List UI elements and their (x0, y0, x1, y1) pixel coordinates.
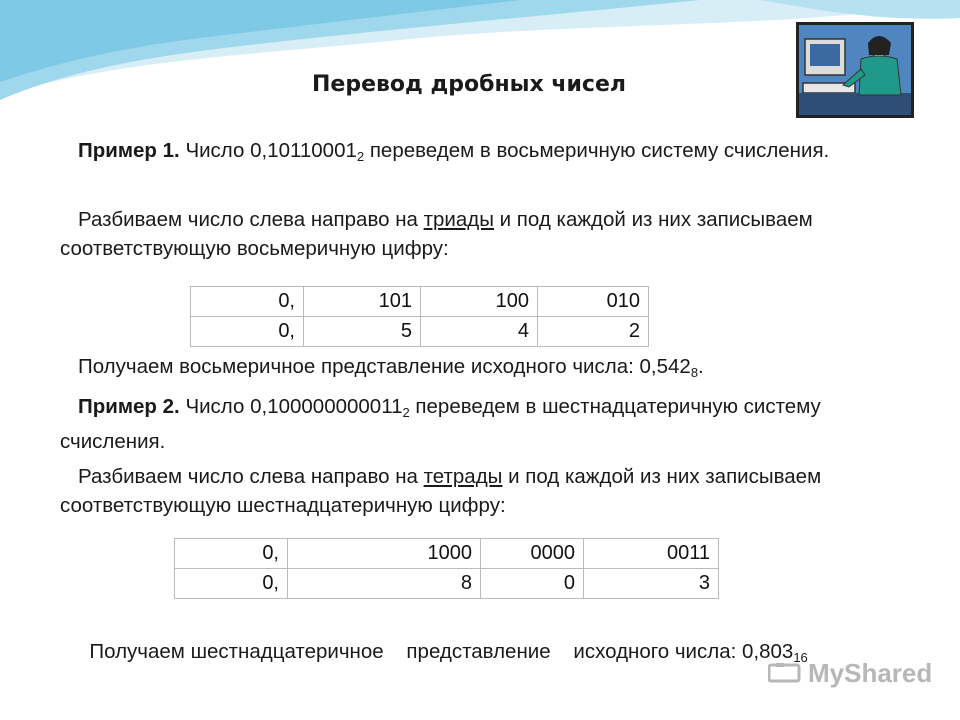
table-cell: 8 (288, 569, 481, 599)
table-cell: 0000 (481, 539, 584, 569)
table-cell: 1000 (288, 539, 481, 569)
example1-result-end: . (698, 355, 704, 378)
myshared-watermark (768, 658, 932, 689)
table-cell: 0 (481, 569, 584, 599)
table-cell: 0, (175, 539, 288, 569)
table-row (191, 287, 649, 317)
example1-table (190, 286, 649, 347)
example2-base-subscript: 2 (402, 405, 410, 420)
table-row (175, 569, 719, 599)
example2-result-subscript: 16 (793, 650, 808, 665)
person-at-computer-icon (796, 22, 914, 118)
example1-label: Пример 1. (78, 139, 180, 162)
example2-split-paragraph (60, 462, 900, 520)
table-cell: 0, (191, 317, 304, 347)
example1-split-text: Разбиваем число слева направо на (78, 208, 424, 231)
example2-label: Пример 2. (78, 395, 180, 418)
example2-result-text: Получаем шестнадцатеричное представление исходного числа: 0,803 (89, 640, 794, 663)
table-row (175, 539, 719, 569)
example2-result (60, 608, 860, 672)
table-cell: 4 (421, 317, 538, 347)
myshared-watermark-text: MyShared (808, 658, 933, 688)
table-cell: 101 (304, 287, 421, 317)
table-cell: 100 (421, 287, 538, 317)
example2-split-text-end: и под каждой из них записываем соответствующую шестнадцатеричную цифру: (60, 465, 822, 517)
example2-table (174, 538, 719, 599)
table-cell: 0, (175, 569, 288, 599)
table-cell: 3 (584, 569, 719, 599)
example1-paragraph (60, 136, 900, 171)
example1-result-text: Получаем восьмеричное представление исходного числа: 0,542 (78, 355, 691, 378)
example1-split-term: триады (423, 208, 494, 231)
example2-split-term: тетрады (423, 465, 503, 488)
example1-result (60, 352, 900, 387)
slide-title: Перевод дробных чисел (312, 72, 626, 97)
example1-split-paragraph (60, 205, 900, 263)
table-cell: 0, (191, 287, 304, 317)
example1-base-subscript: 2 (356, 149, 365, 164)
table-cell: 2 (538, 317, 649, 347)
example2-task-text: переведем в шестнадцатеричную систему счисления. (60, 395, 821, 453)
myshared-logo-icon (768, 660, 804, 682)
example2-split-text: Разбиваем число слева направо на (78, 465, 424, 488)
example1-split-text-end: и под каждой из них записываем соответствующую восьмеричную цифру: (60, 208, 813, 260)
example2-paragraph (60, 392, 900, 456)
example1-result-subscript: 8 (690, 365, 699, 380)
table-cell: 010 (538, 287, 649, 317)
example1-task-text: переведем в восьмеричную систему счисления. (364, 139, 830, 162)
table-cell: 5 (304, 317, 421, 347)
table-cell: 0011 (584, 539, 719, 569)
example2-number-text: Число 0,100000000011 (179, 395, 403, 418)
table-row (191, 317, 649, 347)
example1-number-text: Число 0,10110001 (179, 139, 357, 162)
